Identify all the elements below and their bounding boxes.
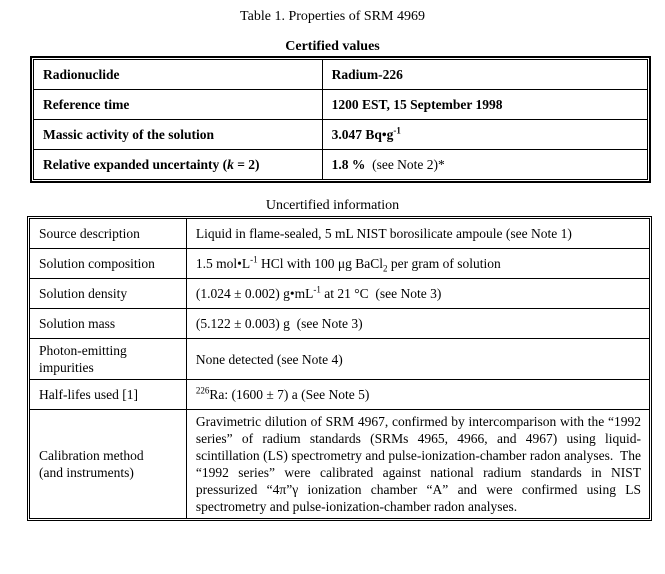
row-label-calibration-method: Calibration method (and instruments) <box>30 410 187 519</box>
table-row <box>30 410 650 519</box>
table-row <box>30 219 650 249</box>
row-label-source-description: Source description <box>30 219 187 249</box>
row-label-massic-activity: Massic activity of the solution <box>34 120 323 150</box>
table-row <box>30 339 650 380</box>
row-value-source-description: Liquid in flame-sealed, 5 mL NIST borosilicate ampoule (see Note 1) <box>186 219 649 249</box>
table-row <box>30 380 650 410</box>
row-value-massic-activity: 3.047 $Bq•g^{-1}$ <box>322 120 647 150</box>
table-row <box>34 90 648 120</box>
table-row <box>34 120 648 150</box>
row-label-relative-uncertainty: Relative expanded uncertainty (k = 2) <box>34 150 323 180</box>
row-label-half-lifes: Half-lifes used [1] <box>30 380 187 410</box>
certified-values-table <box>30 56 651 183</box>
page-title: Table 1. Properties of SRM 4969 <box>240 9 425 24</box>
uncertified-information-heading: Uncertified information <box>265 198 400 213</box>
certified-values-heading: Certified values <box>285 39 380 54</box>
row-label-radionuclide: Radionuclide <box>34 60 323 90</box>
row-value-solution-mass: (5.122 ± 0.003) g (see Note 3) <box>186 309 649 339</box>
uncertified-information-table <box>27 216 652 521</box>
row-label-solution-mass: Solution mass <box>30 309 187 339</box>
row-value-photon-impurities: None detected (see Note 4) <box>186 339 649 380</box>
table-row <box>30 279 650 309</box>
row-label-solution-density: Solution density <box>30 279 187 309</box>
table-row <box>30 249 650 279</box>
table-row <box>34 150 648 180</box>
table-row <box>30 309 650 339</box>
row-value-calibration-method: Gravimetric dilution of SRM 4967, confirmed by intercomparison with the “1992 series” of radium standards (SRMs 4965, 4966, and 4967) using liquid-scintillation (LS) spectrometry and pulse-ionization-chamber radon analyses. The “1992 series” were calibrated against national radium standards in NIST pressurized “4π”γ ionization chamber “A” and were confirmed using LS spectrometry and pulse-ionization-chamber radon analyses. <box>186 410 649 519</box>
table-row <box>34 60 648 90</box>
row-value-solution-composition: 1.5 $mol•L^{-1}$ HCl with 100 μg BaCl$_2$ per gram of solution <box>186 249 649 279</box>
row-value-solution-density: (1.024 ± 0.002) $g•mL^{-1}$ at 21 °C (see Note 3) <box>186 279 649 309</box>
row-label-solution-composition: Solution composition <box>30 249 187 279</box>
row-value-relative-uncertainty: 1.8 % (see Note 2)* <box>322 150 647 180</box>
row-label-photon-impurities: Photon-emitting impurities <box>30 339 187 380</box>
row-label-reference-time: Reference time <box>34 90 323 120</box>
row-value-half-lifes: $^{226}$Ra: (1600 ± 7) a (See Note 5) <box>186 380 649 410</box>
row-value-reference-time: 1200 EST, 15 September 1998 <box>322 90 647 120</box>
row-value-radionuclide: Radium-226 <box>322 60 647 90</box>
